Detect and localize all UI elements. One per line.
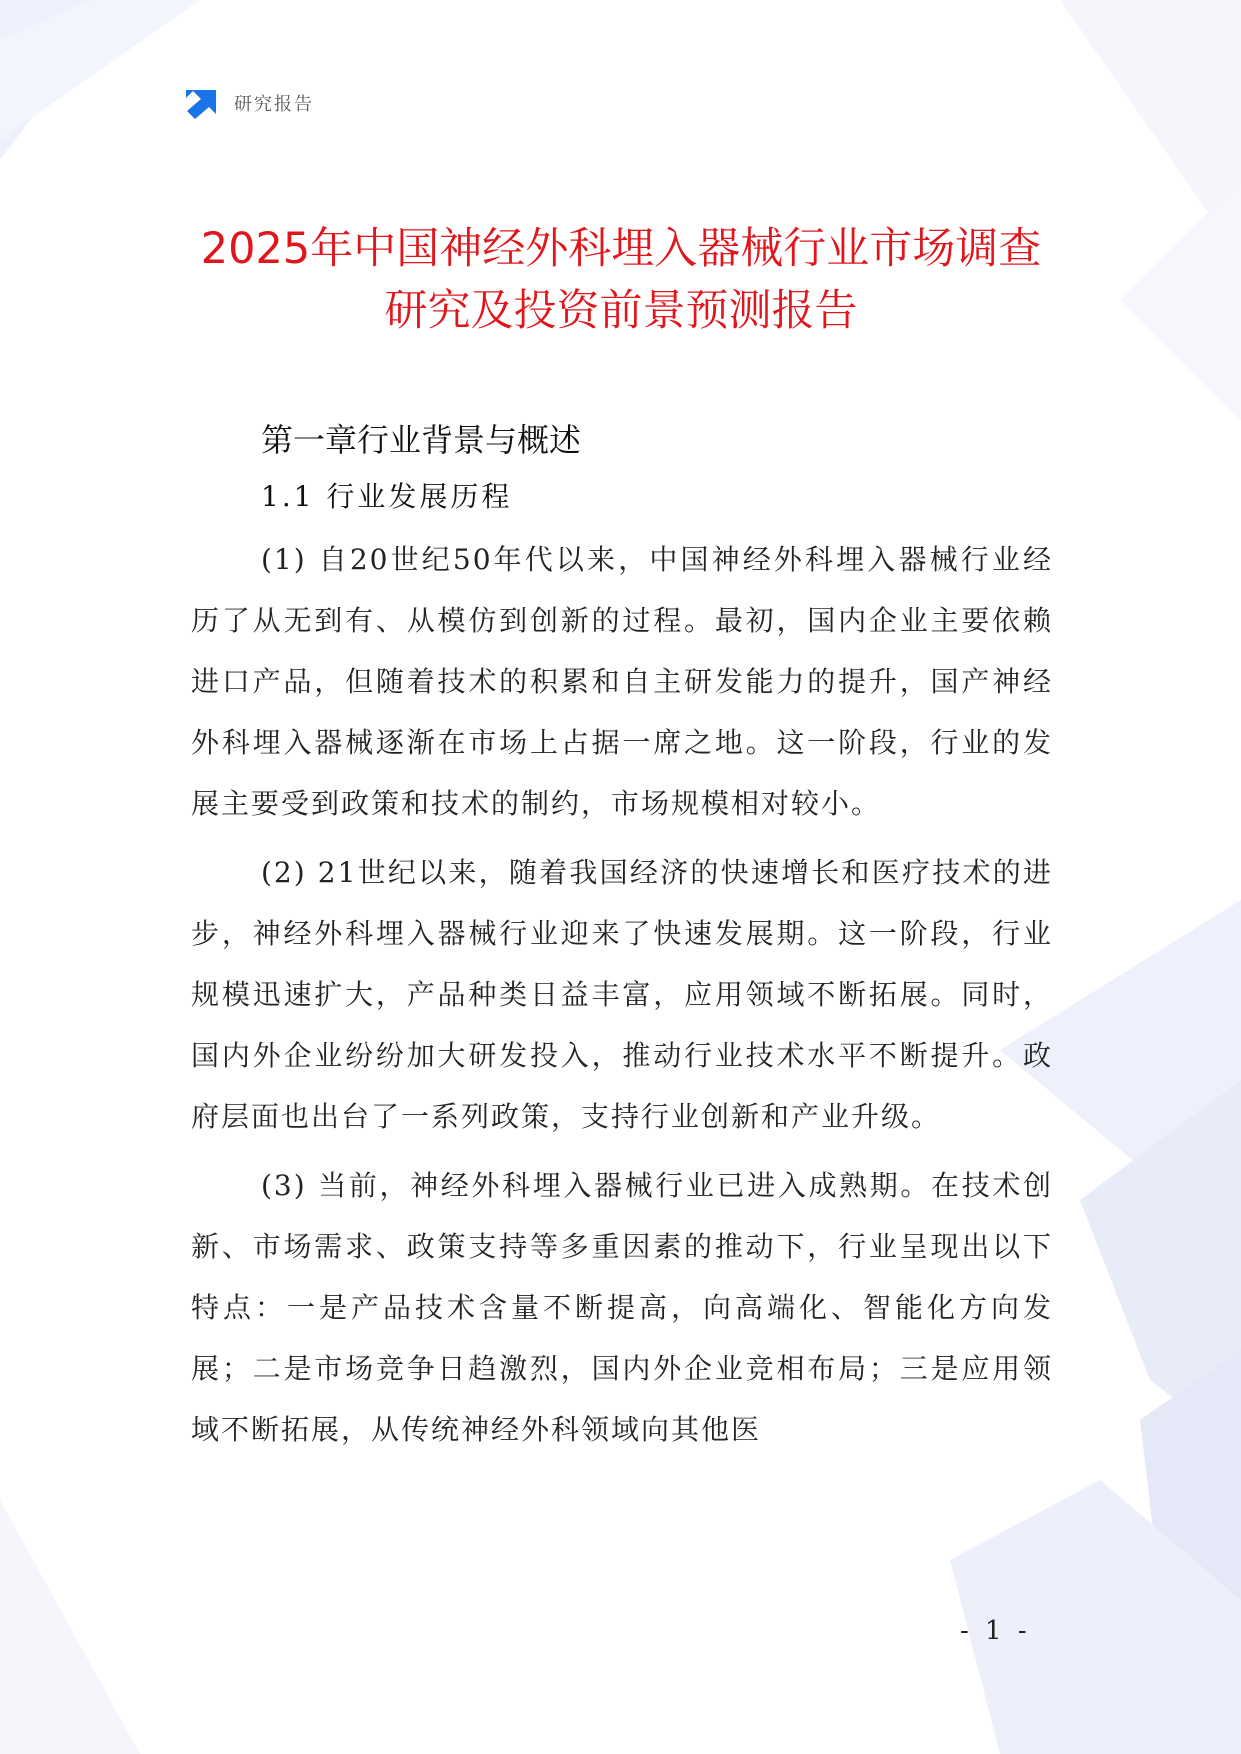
document-body: [191, 415, 1053, 1468]
arrow-up-right-logo-icon: [186, 86, 220, 120]
paragraph-1: (1) 自20世纪50年代以来，中国神经外科埋入器械行业经历了从无到有、从模仿到创新的过程。最初，国内企业主要依赖进口产品，但随着技术的积累和自主研发能力的提升，国产神经外科埋入器械逐渐在市场上占据一席之地。这一阶段，行业的发展主要受到政策和技术的制约，市场规模相对较小。: [191, 543, 1053, 820]
chapter-heading: 第一章行业背景与概述: [261, 421, 582, 459]
report-header: [186, 86, 314, 120]
paragraph-3: (3) 当前，神经外科埋入器械行业已进入成熟期。在技术创新、市场需求、政策支持等多重因素的推动下，行业呈现出以下特点：一是产品技术含量不断提高，向高端化、智能化方向发展；二是市场竞争日趋激烈，国内外企业竞相布局；三是应用领域不断拓展，从传统神经外科领域向其他医: [191, 1169, 1053, 1446]
header-label: 研究报告: [234, 94, 314, 115]
page-number: - 1 -: [960, 1616, 1031, 1646]
report-title: 2025年中国神经外科埋入器械行业市场调查研究及投资前景预测报告: [200, 224, 1042, 336]
paragraph-2: (2) 21世纪以来，随着我国经济的快速增长和医疗技术的进步，神经外科埋入器械行业迎来了快速发展期。这一阶段，行业规模迅速扩大，产品种类日益丰富，应用领域不断拓展。同时，国内外企业纷纷加大研发投入，推动行业技术水平不断提升。政府层面也出台了一系列政策，支持行业创新和产业升级。: [191, 856, 1053, 1133]
section-heading: 1.1 行业发展历程: [261, 480, 513, 513]
